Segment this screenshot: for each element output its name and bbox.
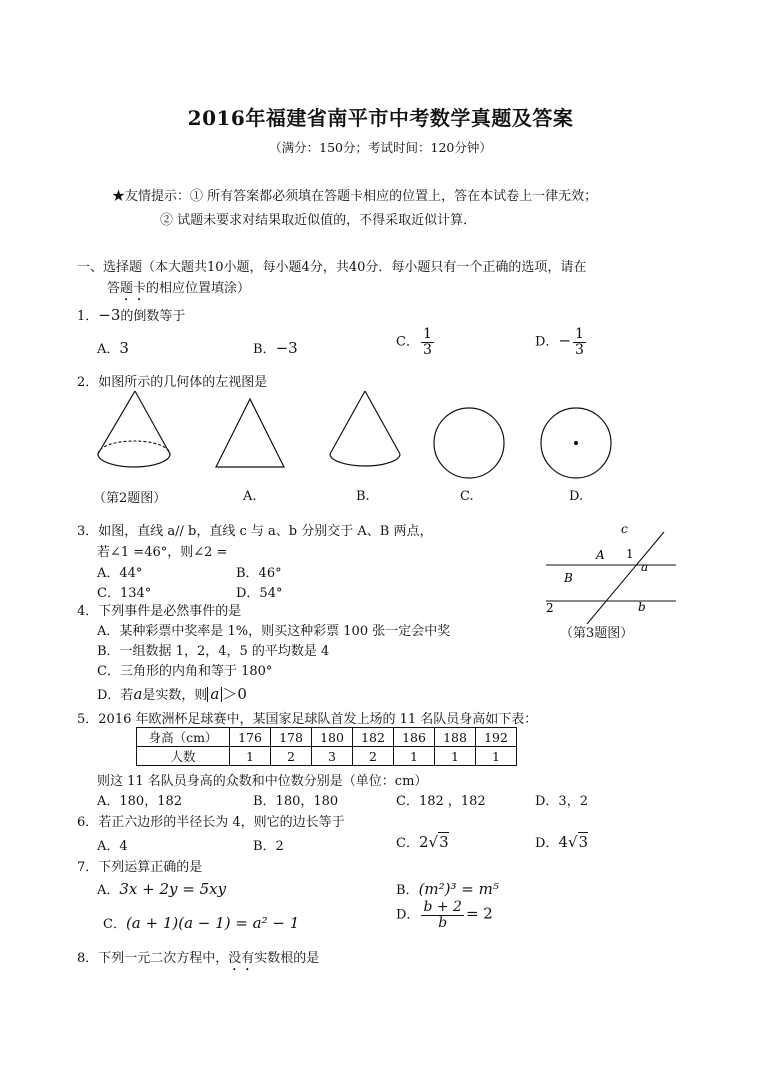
q6-option-a: A．4 — [97, 839, 128, 854]
table-header-cell: 178 — [271, 728, 312, 747]
circle-with-center-option — [538, 405, 614, 481]
table-row — [137, 747, 517, 766]
label-angle-1: 1 — [626, 547, 634, 561]
radicand: 3 — [578, 833, 589, 851]
radicand: 3 — [439, 833, 449, 851]
label-c: c — [621, 522, 628, 536]
question-3-stem: 3．如图，直线 a// b，直线 c 与 a、b 分别交于 A、B 两点， — [77, 524, 433, 539]
label-line-b: b — [638, 600, 646, 614]
option-label: C． — [396, 836, 419, 851]
option-label: D． — [535, 836, 559, 851]
stem-text-post: 实数根的是 — [254, 951, 320, 966]
denominator: b — [438, 914, 448, 931]
q3-figure-caption: （第3题图） — [560, 626, 634, 641]
option-value: −3 — [275, 339, 298, 357]
emphasis-text: 题卡 — [120, 281, 147, 296]
q5-option-c: C．182 ，182 — [396, 794, 486, 809]
q6-option-d: D．4√3 — [535, 833, 589, 851]
coefficient: 2 — [418, 833, 429, 851]
q5-option-a: A．180，182 — [97, 794, 183, 809]
option-label: C． — [103, 917, 126, 932]
q3-option-a: A．44° — [97, 566, 143, 581]
circle-option — [431, 405, 507, 481]
q3-option-d: D．54° — [236, 586, 283, 601]
option-text-mid: 是实数，则 — [142, 688, 208, 703]
q4-option-d — [97, 683, 247, 704]
table-cell: 2 — [271, 747, 312, 766]
denominator: 3 — [575, 341, 584, 358]
q2-option-c-label: C. — [460, 489, 474, 504]
tip-line-2: ② 试题未要求对结果取近似值的，不得采取近似计算． — [160, 213, 477, 228]
heading-text-pre: 答 — [107, 281, 121, 296]
q3-option-b: B．46° — [236, 566, 282, 581]
exam-info: （满分：150分；考试时间：120分钟） — [269, 140, 492, 155]
expression: 3x + 2y = 5xy — [119, 880, 227, 898]
option-label: D． — [535, 334, 559, 350]
section-heading: 一、选择题（本大题共10小题，每小题4分，共40分．每小题只有一个正确的选项，请在 — [77, 260, 587, 275]
math-value: −3 — [98, 306, 121, 324]
option-value: 3 — [119, 339, 129, 357]
parallel-lines-figure — [540, 520, 680, 624]
table-cell: 2 — [353, 747, 394, 766]
table-header-cell: 188 — [435, 728, 476, 747]
fraction — [421, 900, 464, 930]
rhs: = 2 — [465, 904, 493, 923]
table-header-cell: 192 — [476, 728, 517, 747]
label-A: A — [596, 548, 605, 562]
minus-sign: − — [558, 331, 572, 350]
cone-outline-option — [323, 388, 407, 472]
question-6-stem: 6．若正六边形的半径长为 4，则它的边长等于 — [77, 815, 345, 830]
q2-figure-caption: （第2题图） — [93, 491, 167, 506]
numerator: 1 — [575, 326, 584, 342]
table-cell: 1 — [435, 747, 476, 766]
q3-option-c: C．134° — [97, 586, 152, 601]
q7-option-c — [103, 913, 299, 932]
fraction — [573, 327, 586, 357]
q7-option-b — [396, 879, 499, 898]
question-text: 的倒数等于 — [120, 309, 186, 324]
coefficient: 4 — [558, 833, 568, 851]
option-label: A． — [97, 342, 120, 357]
label-B: B — [564, 571, 573, 585]
option-text-post: ＞0 — [222, 685, 247, 703]
q4-option-b: B．一组数据 1，2，4，5 的平均数是 4 — [97, 644, 330, 659]
table-cell: 1 — [394, 747, 435, 766]
table-cell: 1 — [476, 747, 517, 766]
q5-option-b: B．180，180 — [253, 794, 339, 809]
q2-option-b-label: B. — [356, 489, 370, 504]
q4-option-c: C．三角形的内角和等于 180° — [97, 664, 273, 679]
question-3-stem-cont: 若∠1 =46°，则∠2 = — [97, 545, 228, 560]
stem-text-pre: 8．下列一元二次方程中， — [77, 951, 229, 966]
expression: (a + 1)(a − 1) = a² − 1 — [125, 914, 300, 932]
table-cell: 人数 — [137, 747, 230, 766]
q1-option-d — [535, 327, 588, 357]
numerator: b + 2 — [423, 899, 462, 915]
table-cell: 1 — [230, 747, 271, 766]
emphasis-text: 没有 — [228, 951, 255, 966]
heading-text-post: 的相应位置填涂） — [146, 281, 251, 296]
table-header-cell: 186 — [394, 728, 435, 747]
fraction — [421, 327, 434, 357]
q4-option-a: A．某种彩票中奖率是 1%，则买这种彩票 100 张一定会中奖 — [97, 624, 451, 639]
q2-option-d-label: D. — [569, 489, 584, 504]
q7-option-d — [396, 900, 493, 930]
variable-a: a — [133, 685, 143, 703]
question-4-stem: 4．下列事件是必然事件的是 — [77, 604, 242, 619]
question-7-stem: 7．下列运算正确的是 — [77, 860, 203, 875]
q5-option-d: D．3，2 — [535, 794, 588, 809]
denominator: 3 — [422, 341, 432, 358]
option-text-pre: D．若 — [97, 688, 134, 703]
q1-option-c — [396, 327, 436, 357]
question-5-stem: 5．2016 年欧洲杯足球赛中，某国家足球队首发上场的 11 名队员身高如下表： — [77, 712, 538, 727]
q7-option-a — [97, 879, 226, 898]
height-table — [136, 727, 517, 766]
question-2-stem: 2．如图所示的几何体的左视图是 — [77, 375, 268, 390]
q2-option-a-label: A. — [243, 489, 257, 504]
option-label: C． — [396, 334, 419, 350]
table-cell: 3 — [312, 747, 353, 766]
question-number: 1． — [77, 309, 99, 324]
table-header-cell: 176 — [230, 728, 271, 747]
table-row — [137, 728, 517, 747]
option-label: A． — [97, 883, 120, 898]
question-5-followup: 则这 11 名队员身高的众数和中位数分别是（单位：cm） — [97, 774, 428, 789]
question-8-stem — [77, 947, 319, 974]
tip-line-1: ★友情提示：① 所有答案都必须填在答题卡相应的位置上，答在本试卷上一律无效； — [112, 189, 598, 204]
option-label: D． — [396, 907, 420, 923]
cone-figure — [90, 388, 180, 480]
q1-option-a — [97, 338, 129, 357]
table-header-cell: 180 — [312, 728, 353, 747]
label-line-a: a — [641, 560, 649, 574]
label-angle-2: 2 — [546, 601, 554, 615]
q1-option-b — [253, 338, 298, 357]
triangle-option — [212, 395, 288, 471]
numerator: 1 — [422, 326, 432, 342]
question-1-stem — [77, 305, 185, 324]
page-title: 2016年福建省南平市中考数学真题及答案 — [187, 106, 574, 130]
q6-option-b: B．2 — [253, 839, 284, 854]
q6-option-c: C．2√3 — [396, 833, 449, 851]
absolute-value: a — [207, 687, 222, 702]
table-header-cell: 身高（cm） — [137, 728, 230, 747]
table-header-cell: 182 — [353, 728, 394, 747]
expression: (m²)³ = m⁵ — [418, 880, 499, 898]
option-label: B． — [396, 883, 419, 898]
section-heading-cont — [107, 277, 250, 304]
option-label: B． — [253, 342, 276, 357]
